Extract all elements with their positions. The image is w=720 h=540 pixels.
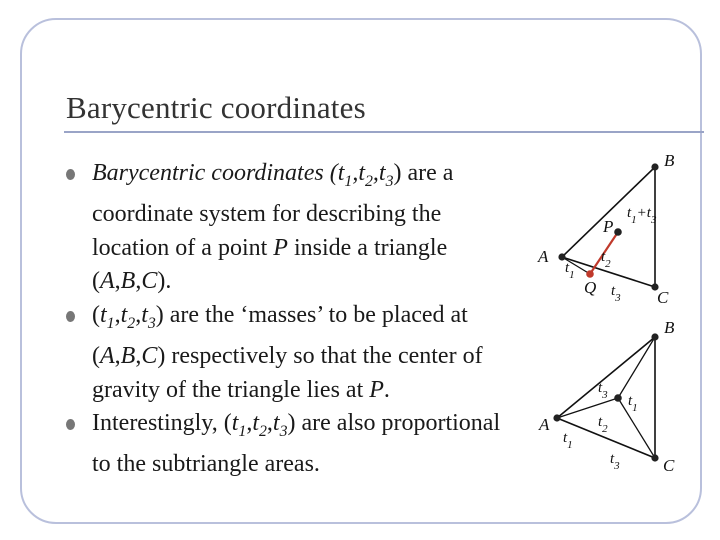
bullet-text-run: t: [358, 160, 365, 186]
bullet-text-run: ,: [372, 160, 379, 186]
subscript-text: 2: [127, 314, 136, 332]
bullet-text-run: ,: [114, 268, 121, 295]
slide-title: Barycentric coordinates: [66, 90, 366, 125]
bullet-text-run: t: [252, 410, 259, 437]
top-label-t3: $t_3$: [611, 283, 621, 304]
bullet-text-run: ,: [114, 343, 121, 370]
top-label-a: A: [538, 247, 549, 266]
top-point-p-dot: [614, 228, 622, 236]
subscript-text: 1: [344, 172, 353, 190]
bullet-text-run: A: [100, 343, 115, 370]
bullet-text-run: ).: [157, 268, 172, 295]
bullet-text-run: t: [141, 301, 148, 328]
top-label-q: Q: [584, 278, 597, 297]
bullet-text-run: ,: [135, 268, 142, 295]
bullet-text-run: P: [273, 234, 288, 261]
bottom-label-c: C: [663, 456, 675, 475]
bottom-label-t1-right: $t_1$: [628, 393, 638, 414]
bullet-text-run: t: [231, 410, 239, 437]
bottom-label-a: A: [539, 415, 550, 434]
top-label-t1: $t_1$: [565, 260, 575, 281]
bottom-vertex-b-dot: [651, 333, 658, 340]
bottom-triangle-figure: [538, 318, 675, 475]
bottom-label-t1-left: $t_1$: [563, 430, 573, 451]
top-triangle-figure: [537, 151, 675, 307]
bottom-vertex-c-dot: [651, 454, 658, 461]
bullet-text-run: A: [100, 268, 115, 295]
bullet-text-run: C: [141, 343, 158, 370]
top-label-p: P: [603, 217, 614, 236]
bullet-text-run: (: [92, 301, 100, 328]
bottom-vertex-a-dot: [553, 414, 560, 421]
bullet-text-run: ,: [114, 301, 121, 328]
subscript-text: 1: [238, 422, 247, 440]
bullet-text-run: ,: [352, 160, 359, 186]
bullet-text-run: t: [120, 301, 128, 328]
bullet-text-run: B: [120, 268, 136, 295]
top-label-t1-plus-t3: $t_1+t_3$: [627, 205, 657, 226]
bullet-text-run: t: [378, 160, 386, 186]
bullet-text-run: ,: [266, 410, 273, 437]
bullet-text-run: inside a triangle (: [92, 234, 448, 295]
top-label-b: B: [664, 151, 675, 170]
bullet-text-run: ,: [246, 410, 253, 437]
bullet-text-run: ) respectively so that the center of gravity of the triangle lies at: [92, 343, 483, 403]
bullet-text-run: t: [272, 410, 280, 437]
subscript-text: 1: [106, 314, 115, 332]
subscript-text: 2: [259, 422, 267, 440]
bottom-point-p-dot: [614, 394, 622, 402]
subscript-text: 3: [147, 314, 156, 332]
bottom-label-t3-lower: $t_3$: [610, 451, 620, 472]
bullet-text-run: Interestingly, (: [92, 410, 232, 437]
top-point-q-dot: [586, 270, 594, 278]
bullet-text-run: ,: [135, 343, 142, 370]
top-label-t2: $t_2$: [601, 249, 611, 270]
subscript-text: 3: [279, 422, 288, 440]
bullet-text-run: t: [100, 301, 107, 328]
bottom-label-b: B: [664, 318, 675, 337]
subscript-text: 3: [385, 172, 394, 190]
bullet-text-run: B: [120, 343, 136, 370]
subscript-text: 2: [364, 172, 373, 190]
bullet-text-run: ) are the ‘masses’ to be placed at (: [92, 301, 468, 370]
bottom-label-t2: $t_2$: [598, 414, 608, 435]
bullet-text-run: C: [141, 268, 158, 295]
bullet-text-run: Barycentric coordinates (: [92, 160, 338, 186]
bullet-text-run: .: [383, 376, 390, 403]
bullet-text-run: ) are also proportional to the subtriangle areas.: [92, 410, 501, 478]
bullet-text-run: P: [369, 376, 384, 403]
bottom-label-t3-upper: $t_3$: [598, 380, 608, 401]
bullet-text-run: t: [337, 160, 345, 186]
bottom-pb-line: [618, 337, 655, 398]
bullet-text-run: ,: [135, 301, 142, 328]
top-vertex-b-dot: [651, 163, 658, 170]
bottom-ap-line: [557, 398, 618, 418]
top-label-c: C: [657, 288, 669, 307]
bullet-text-run: ) are a coordinate system for describing the location of a point: [92, 160, 454, 261]
